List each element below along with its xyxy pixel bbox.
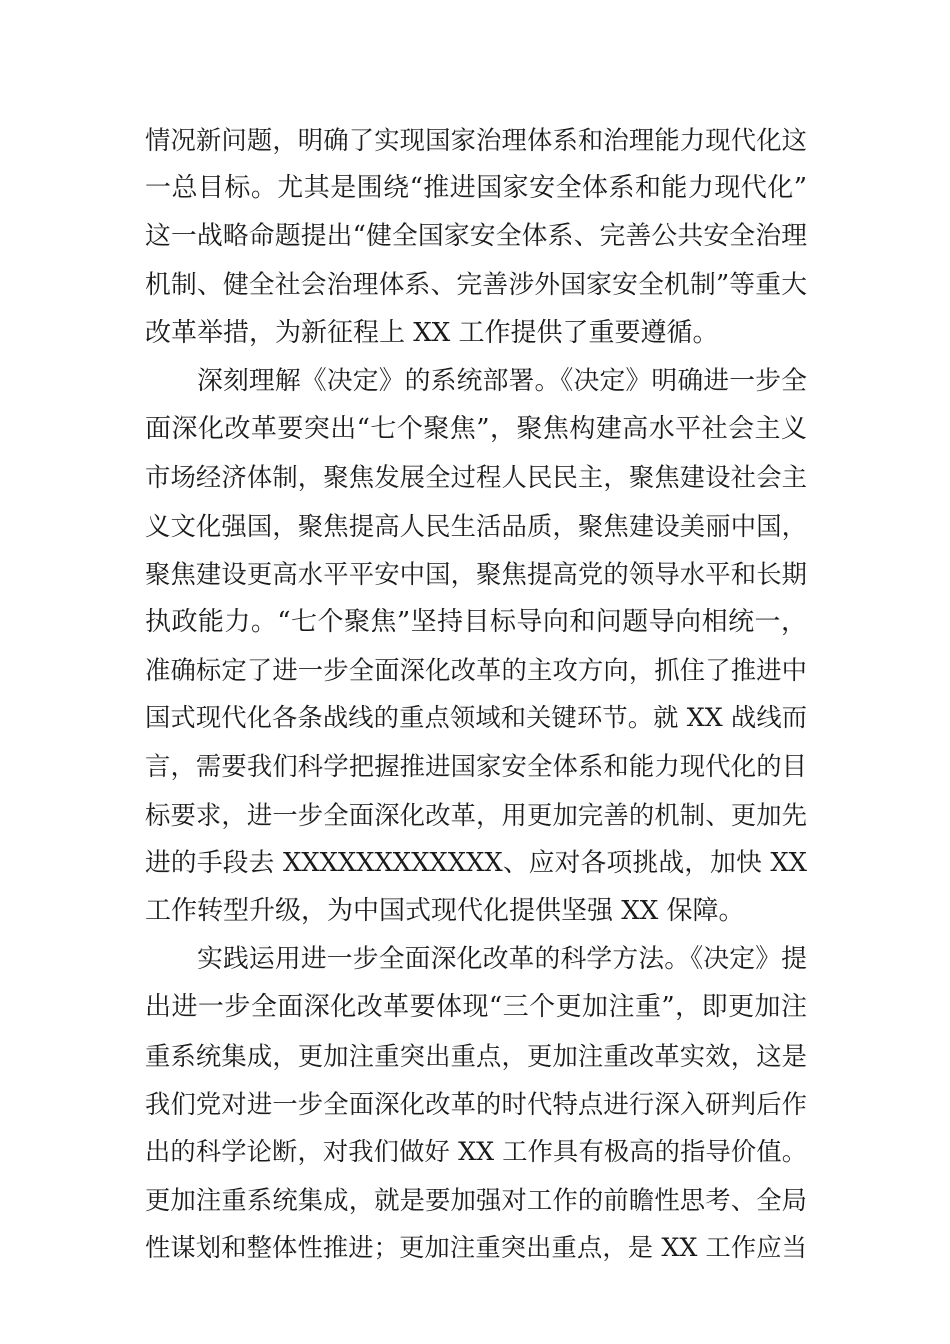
text-line: 这一战略命题提出“健全国家安全体系、完善公共安全治理 <box>145 221 807 252</box>
text-line: 我们党对进一步全面深化改革的时代特点进行深入研判后作 <box>145 1088 807 1119</box>
text-line: 标要求，进一步全面深化改革，用更加完善的机制、更加先 <box>145 799 807 830</box>
text-line: 一总目标。尤其是围绕“推进国家安全体系和能力现代化” <box>145 173 807 204</box>
text-line: 出的科学论断，对我们做好 XX 工作具有极高的指导价值。 <box>145 1136 807 1166</box>
text-line: 义文化强国，聚焦提高人民生活品质，聚焦建设美丽中国， <box>145 510 807 541</box>
text-line: 改革举措，为新征程上 XX 工作提供了重要遵循。 <box>145 317 719 348</box>
text-line: 言，需要我们科学把握推进国家安全体系和能力现代化的目 <box>145 751 807 782</box>
text-line: 实践运用进一步全面深化改革的科学方法。《决定》提 <box>197 944 807 975</box>
paragraph-3 <box>145 935 807 1272</box>
text-line: 准确标定了进一步全面深化改革的主攻方向，抓住了推进中 <box>145 655 807 686</box>
text-line: 出进一步全面深化改革要体现“三个更加注重”，即更加注 <box>145 992 807 1023</box>
paragraph-1 <box>145 116 807 357</box>
text-line: 更加注重系统集成，就是要加强对工作的前瞻性思考、全局 <box>145 1185 807 1216</box>
text-line: 执政能力。“七个聚焦”坚持目标导向和问题导向相统一， <box>145 606 807 637</box>
text-line: 国式现代化各条战线的重点领域和关键环节。就 XX 战线而 <box>145 703 807 733</box>
text-line: 性谋划和整体性推进；更加注重突出重点，是 XX 工作应当 <box>145 1233 807 1263</box>
text-line: 深刻理解《决定》的系统部署。《决定》明确进一步全 <box>197 365 807 396</box>
paragraph-2 <box>145 357 807 935</box>
text-line: 工作转型升级，为中国式现代化提供坚强 XX 保障。 <box>145 896 745 926</box>
text-line: 情况新问题，明确了实现国家治理体系和治理能力现代化这 <box>145 125 807 155</box>
text-line: 机制、健全社会治理体系、完善涉外国家安全机制”等重大 <box>145 269 807 300</box>
document-body <box>145 116 807 1273</box>
text-line: 面深化改革要突出“七个聚焦”，聚焦构建高水平社会主义 <box>145 414 807 445</box>
text-line: 进的手段去 XXXXXXXXXXXX、应对各项挑战，加快 XX <box>145 847 807 878</box>
text-line: 聚焦建设更高水平平安中国，聚焦提高党的领导水平和长期 <box>145 558 807 589</box>
text-line: 市场经济体制，聚焦发展全过程人民民主，聚焦建设社会主 <box>145 462 807 493</box>
text-line: 重系统集成，更加注重突出重点，更加注重改革实效，这是 <box>145 1040 807 1071</box>
